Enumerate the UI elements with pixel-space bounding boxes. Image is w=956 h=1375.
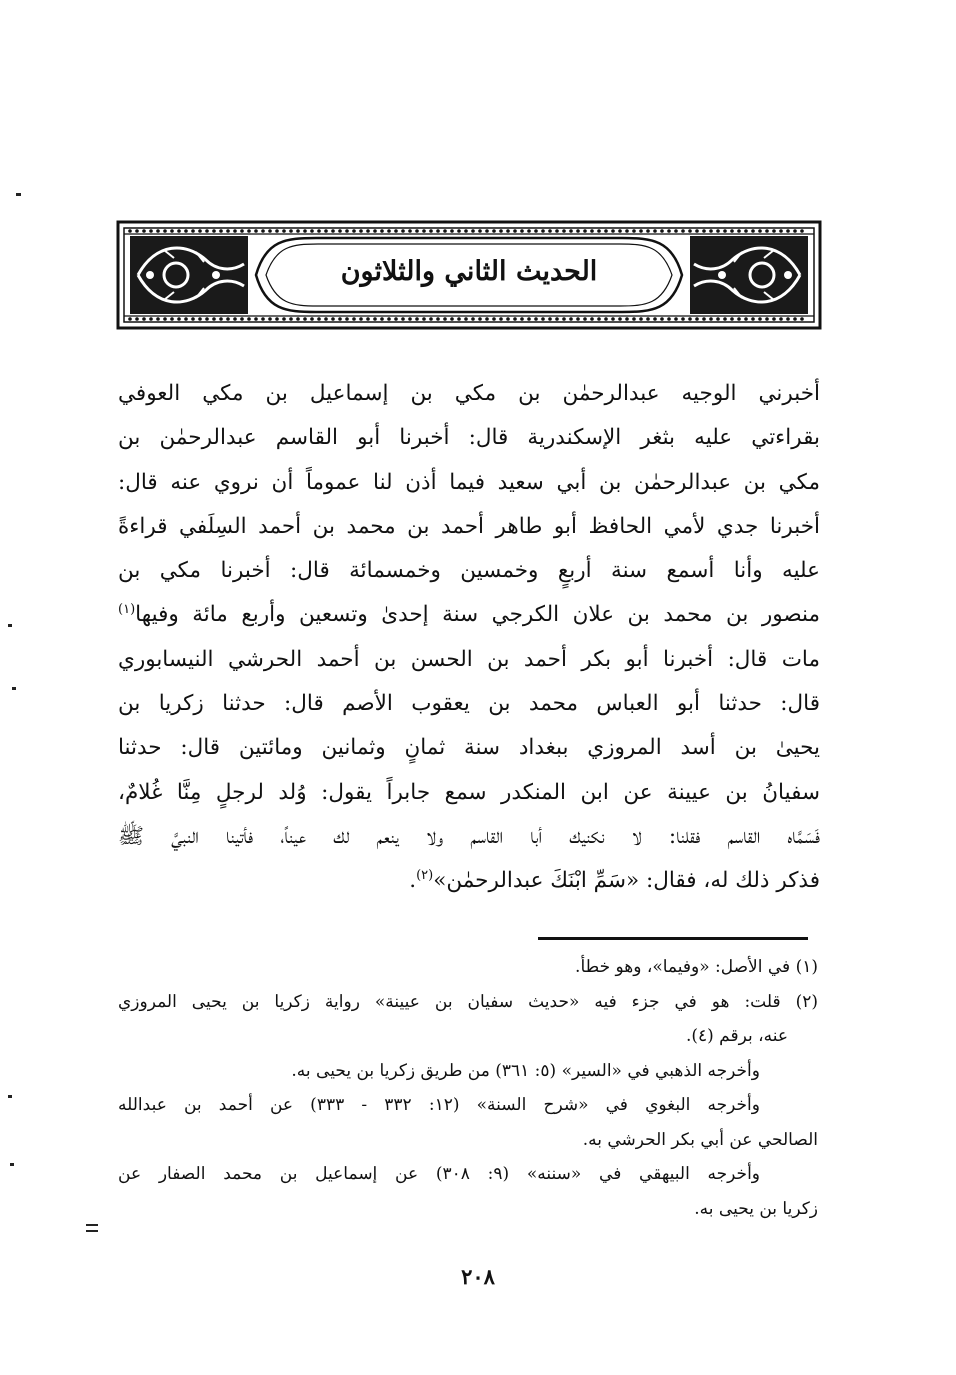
text-line: منصور بن محمد بن علان الكرجي سنة إحدىٰ وتسعين وأربع مائة وفيها$^{(١)}$	[118, 602, 820, 628]
text-line: قال: حدثنا أبو العباس محمد بن يعقوب الأصم قال: حدثنا زكريا بن	[118, 691, 820, 717]
main-text	[118, 372, 820, 904]
page-number: ٢٠٨	[461, 1264, 495, 1289]
footnote-2-baghawi: وأخرجه البغوي في «شرح السنة» (١٢: ٣٣٢ - ٣٣٣) عن أحمد بن عبدالله	[118, 1095, 760, 1115]
margin-speck	[12, 687, 16, 690]
text-line: أخبرني الوجيه عبدالرحمٰن بن مكي بن إسماعيل بن مكي العوفي	[118, 381, 820, 406]
text-line: مكي بن عبدالرحمٰن بن أبي سعيد فيما أذن لنا عموماً أن نروي عنه قال:	[118, 469, 820, 495]
text-line: مات قال: أخبرنا أبو بكر أحمد بن الحسن بن أحمد الحرشي النيسابوري	[118, 646, 820, 672]
text-line: سفيانُ بن عيينة عن ابن المنكدر سمع جابراً يقول: وُلد لرجلٍ مِنَّا غُلامٌ،	[118, 779, 820, 805]
margin-speck	[86, 1224, 98, 1226]
footnote-2-bayhaqi-cont: زكريا بن يحيى به.	[694, 1198, 818, 1219]
footnote-1: (١) في الأصل: «وفيما»، وهو خطأ.	[575, 957, 818, 977]
footnote-2: (٢) قلت: هو في جزء فيه «حديث سفيان بن عيينة» رواية زكريا بن يحيى المروزي	[118, 991, 818, 1012]
margin-speck	[86, 1230, 98, 1232]
footnote-2-dhahabi: وأخرجه الذهبي في «السير» (٥: ٣٦١) من طريق زكريا بن يحيى به.	[291, 1060, 760, 1081]
footnote-2-baghawi-cont: الصالحي عن أبي بكر الحرشي به.	[582, 1129, 818, 1150]
margin-speck	[16, 193, 21, 196]
text-line: يحيىٰ بن أسد المروزي ببغداد سنة ثمانٍ وثمانين ومائتين قال: حدثنا	[118, 735, 820, 761]
footnote-ref-1: (١)	[118, 602, 136, 618]
margin-speck	[8, 1095, 12, 1098]
chapter-heading-frame	[116, 220, 822, 330]
chapter-title: الحديث الثاني والثلاثون	[340, 255, 598, 287]
margin-speck	[10, 1163, 14, 1166]
text-line: أخبرنا جدي لأمي الحافظ أبو طاهر أحمد بن محمد بن أحمد السِلَفي قراءةً	[118, 513, 820, 539]
text-line: بقراءتي عليه بثغر الإسكندرية قال: أخبرنا أبو القاسم عبدالرحمٰن بن	[118, 425, 820, 451]
footnote-2-bayhaqi: وأخرجه البيهقي في «سننه» (٩: ٣٠٨) عن إسماعيل بن محمد الصفار عن	[118, 1164, 760, 1184]
margin-speck	[8, 624, 12, 627]
text-line: عليه وأنا أسمع سنة أربعٍ وخمسين وخمسمائة قال: أخبرنا مكي بن	[118, 558, 820, 584]
text-line: فَسَمَّاه القاسم فقلنا: لا نكنيك أبا القاسم ولا ينعم لك عيناً، فأتينا النبيَّ ﷺ	[118, 823, 820, 849]
footnote-ref-2: (٢)	[416, 868, 434, 884]
footnotes	[118, 950, 818, 1226]
text-line: فذكر ذلك له، فقال: «سَمِّ ابْنَكَ عبدالرحمٰن»$^{(٢)}$.	[409, 868, 820, 894]
footnote-divider	[538, 937, 808, 940]
footnote-2-cont: عنه، برقم (٤).	[685, 1026, 788, 1046]
